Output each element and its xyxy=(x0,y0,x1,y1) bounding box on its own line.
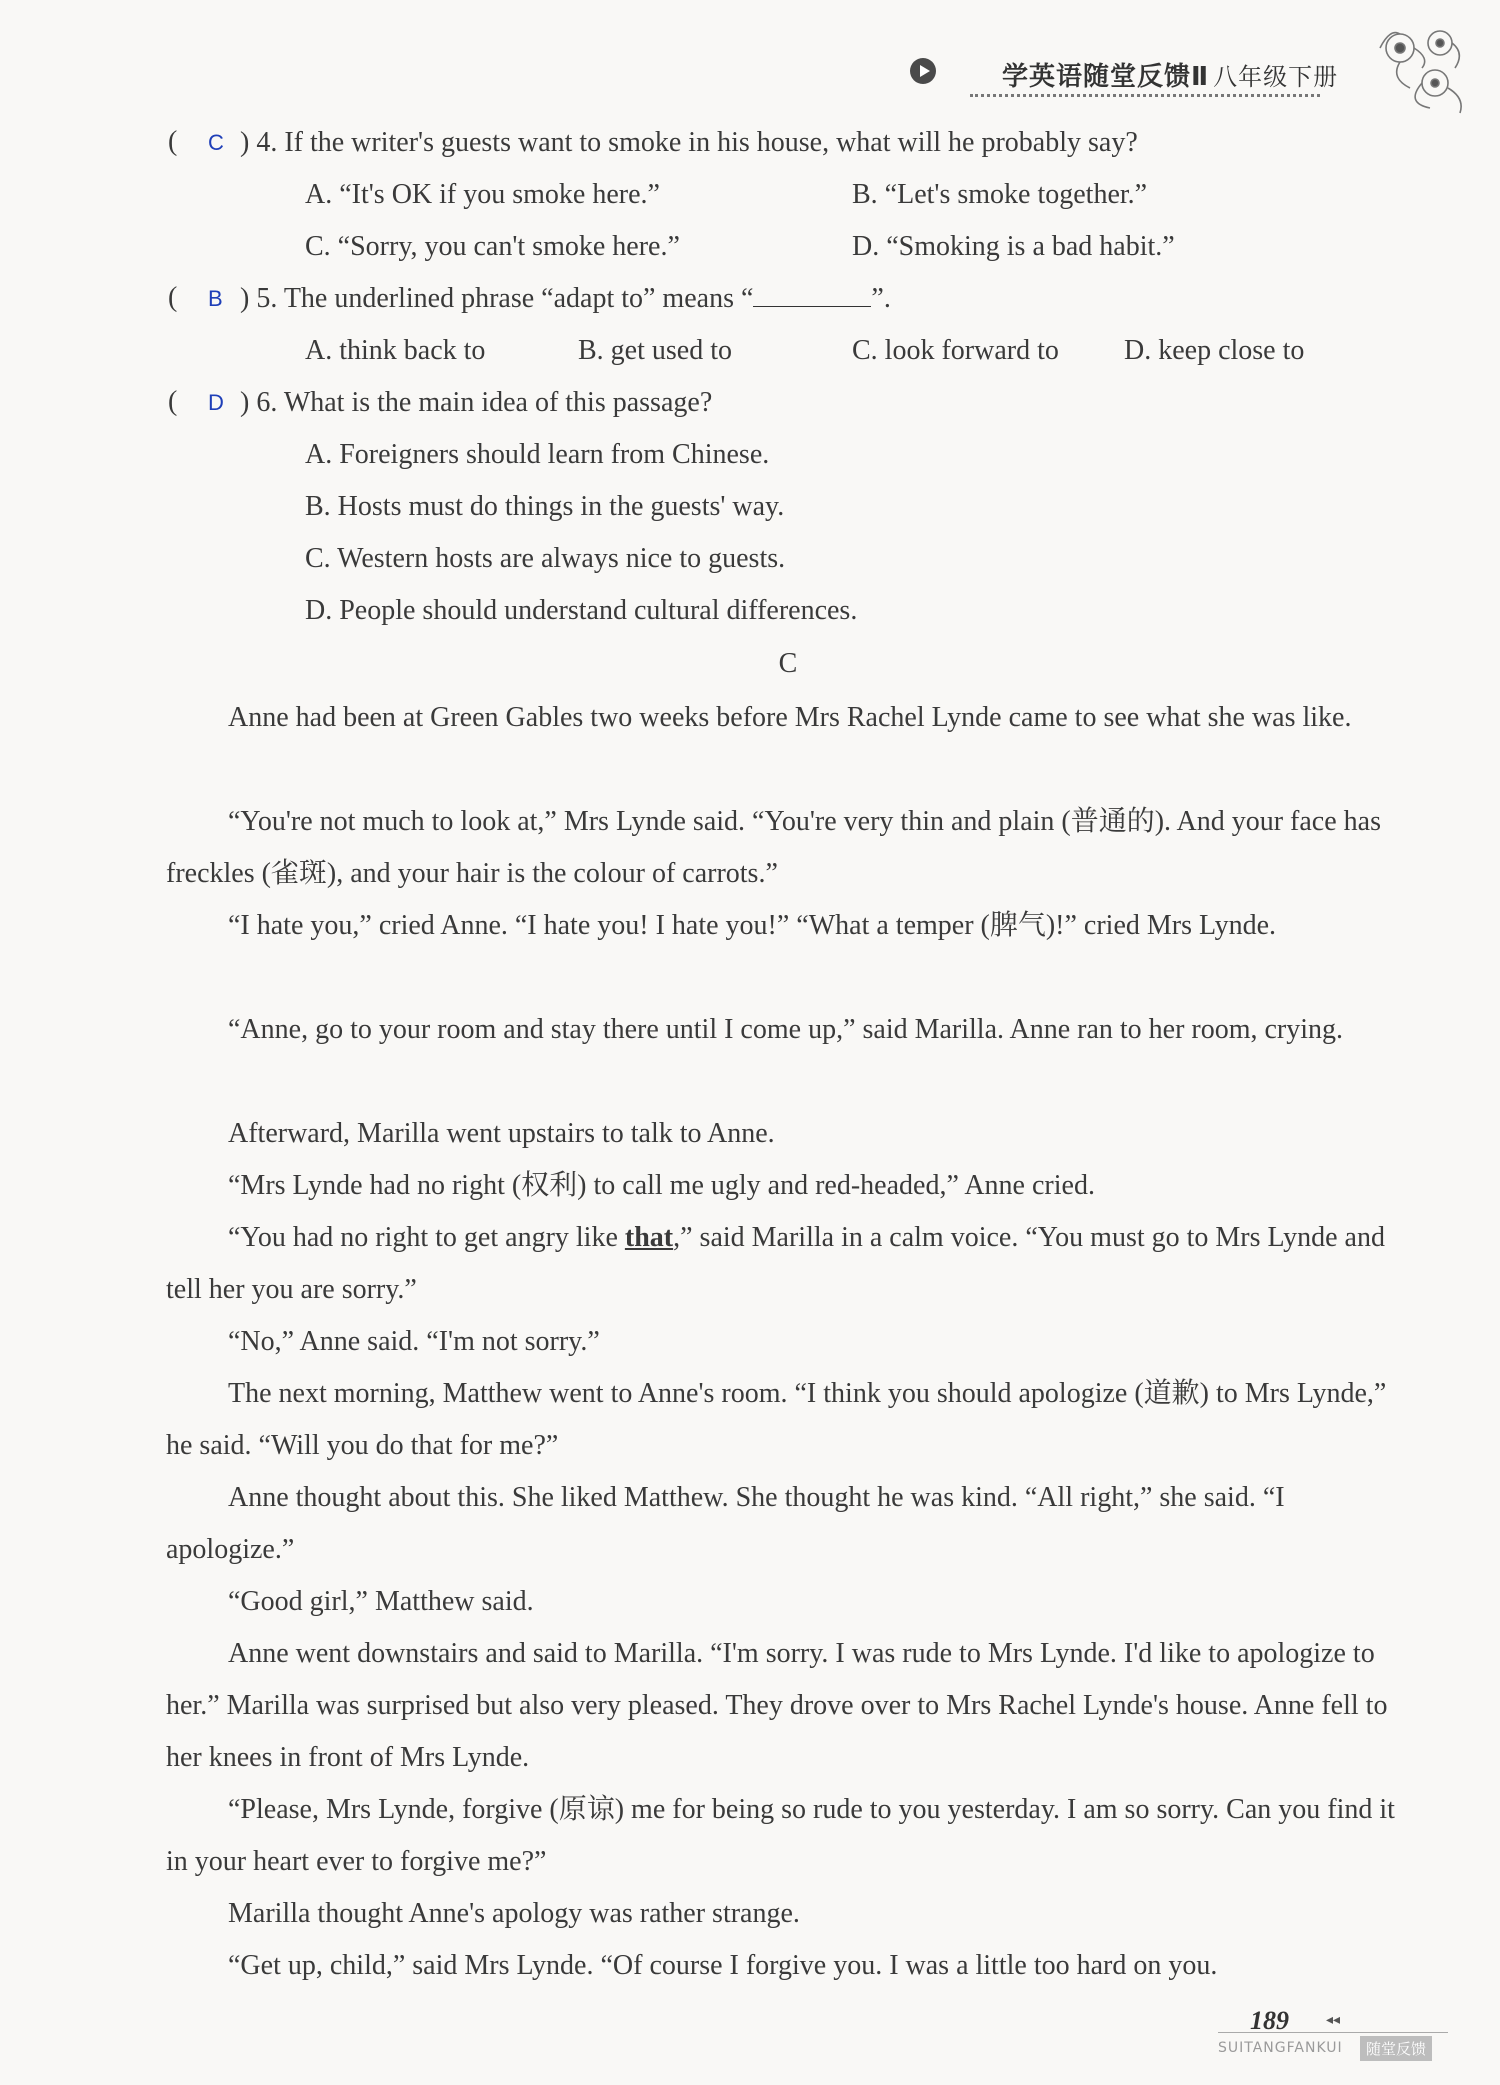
answer-letter: D xyxy=(208,390,224,415)
option-q4-b: B. “Let's smoke together.” xyxy=(852,179,1148,210)
option-q4-a: A. “It's OK if you smoke here.” xyxy=(305,179,660,210)
passage-paragraph-4: “Anne, go to your room and stay there until I come up,” said Marilla. Anne ran to her room, crying. xyxy=(228,1014,1344,1045)
option-q5-d: D. keep close to xyxy=(1124,335,1305,366)
passage-paragraph-11: “Good girl,” Matthew said. xyxy=(228,1586,534,1617)
passage-paragraph-12: Anne went downstairs and said to Marilla. “I'm sorry. I was rude to Mrs Lynde. I'd like to apologize to her.” Marilla was surprised but also very pleased. They drove over to Mrs Rachel Lynde's house. Anne fell to her knees in front of Mrs Lynde. xyxy=(166,1638,1388,1773)
option-q6-b: B. Hosts must do things in the guests' way. xyxy=(305,491,785,522)
passage-paragraph-1: Anne had been at Green Gables two weeks before Mrs Rachel Lynde came to see what she was like. xyxy=(228,702,1352,733)
passage-paragraph-5: Afterward, Marilla went upstairs to talk to Anne. xyxy=(228,1118,775,1149)
option-q6-d: D. People should understand cultural differences. xyxy=(305,595,858,626)
passage-paragraph-8: “No,” Anne said. “I'm not sorry.” xyxy=(228,1326,600,1357)
passage-paragraph-2: “You're not much to look at,” Mrs Lynde said. “You're very thin and plain (普通的). And your face has freckles (雀斑), and your hair is the colour of carrots.” xyxy=(166,806,1381,889)
arrow-left-icon: ◂◂ xyxy=(1326,2013,1341,2028)
answer-letter: C xyxy=(208,130,224,155)
page-header xyxy=(910,52,1339,98)
passage-paragraph-13: “Please, Mrs Lynde, forgive (原谅) me for being so rude to you yesterday. I am so sorry. Can you find it in your heart ever to forgive me?” xyxy=(166,1794,1395,1877)
question-stem-q4: ) 4. If the writer's guests want to smoke in his house, what will he probably say? xyxy=(240,127,1138,158)
option-q5-c: C. look forward to xyxy=(852,335,1059,366)
flower-decoration-icon xyxy=(1360,8,1480,128)
question-stem-q6: ) 6. What is the main idea of this passage? xyxy=(240,387,713,418)
footer-brand: SUITANGFANKUI xyxy=(1218,2040,1343,2056)
question-stem-q5: ) 5. The underlined phrase “adapt to” means “ ”. xyxy=(240,283,891,314)
option-q4-d: D. “Smoking is a bad habit.” xyxy=(852,231,1175,262)
passage-paragraph-9: The next morning, Matthew went to Anne's room. “I think you should apologize (道歉) to Mrs Lynde,” he said. “Will you do that for me?” xyxy=(166,1378,1387,1461)
passage-paragraph-7: “You had no right to get angry like that,” said Marilla in a calm voice. “You must go to Mrs Lynde and tell her you are sorry.” xyxy=(166,1222,1385,1305)
passage-paragraph-14: Marilla thought Anne's apology was rather strange. xyxy=(228,1898,800,1929)
option-q5-b: B. get used to xyxy=(578,335,732,366)
passage-paragraph-3: “I hate you,” cried Anne. “I hate you! I hate you!” “What a temper (脾气)!” cried Mrs Lynde. xyxy=(228,910,1276,941)
option-q5-a: A. think back to xyxy=(305,335,486,366)
underlined-word: that xyxy=(624,1222,674,1253)
header-subtitle: 八年级下册 xyxy=(1213,63,1339,91)
header-rule xyxy=(970,94,1320,97)
play-icon xyxy=(910,58,936,84)
footer-tag: 随堂反馈 xyxy=(1360,2036,1432,2061)
passage-paragraph-10: Anne thought about this. She liked Matthew. She thought he was kind. “All right,” she said. “I apologize.” xyxy=(166,1482,1285,1565)
passage-paragraph-15: “Get up, child,” said Mrs Lynde. “Of course I forgive you. I was a little too hard on you. xyxy=(228,1950,1218,1981)
answer-letter: B xyxy=(208,286,223,311)
footer-rule xyxy=(1218,2032,1448,2033)
header-title: 学英语随堂反馈Ⅱ 八年级下册 xyxy=(1002,62,1339,92)
section-label: C xyxy=(778,648,798,679)
option-q6-a: A. Foreigners should learn from Chinese. xyxy=(305,439,770,470)
option-q6-c: C. Western hosts are always nice to guests. xyxy=(305,543,786,574)
answer-blank xyxy=(753,284,871,307)
page-number: 189 xyxy=(1250,2006,1289,2035)
passage-paragraph-6: “Mrs Lynde had no right (权利) to call me ugly and red-headed,” Anne cried. xyxy=(228,1170,1095,1201)
option-q4-c: C. “Sorry, you can't smoke here.” xyxy=(305,231,680,262)
